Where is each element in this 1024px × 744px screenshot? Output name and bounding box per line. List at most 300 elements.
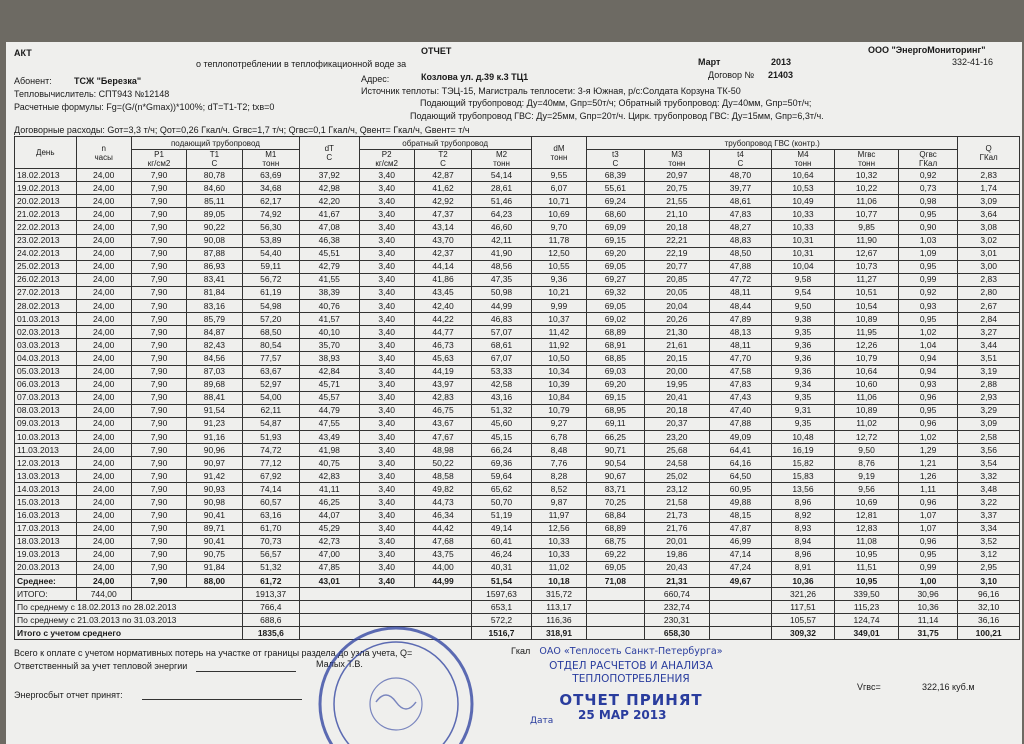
table-cell: 653,1 bbox=[472, 601, 531, 614]
table-cell: 10,69 bbox=[835, 496, 899, 509]
table-row bbox=[15, 365, 1020, 378]
table-cell: 05.03.2013 bbox=[15, 365, 77, 378]
table-cell: 69,05 bbox=[587, 260, 644, 273]
table-cell: 8,96 bbox=[771, 548, 835, 561]
table-cell: 10,49 bbox=[771, 195, 835, 208]
table-cell: 1,00 bbox=[898, 575, 957, 588]
table-cell bbox=[710, 614, 772, 627]
round-seal-stamp bbox=[316, 624, 476, 744]
table-cell: 91,23 bbox=[187, 417, 242, 430]
table-cell: 51,32 bbox=[242, 561, 299, 574]
table-cell: 20,97 bbox=[644, 169, 710, 182]
table-cell: 84,87 bbox=[187, 326, 242, 339]
table-cell: 318,91 bbox=[531, 627, 586, 640]
table-cell: 46,83 bbox=[472, 313, 531, 326]
table-cell: 41,57 bbox=[300, 313, 359, 326]
table-cell: 21,30 bbox=[644, 326, 710, 339]
table-cell: 68,91 bbox=[587, 339, 644, 352]
table-cell: 9,70 bbox=[531, 221, 586, 234]
table-cell: 10,77 bbox=[835, 208, 899, 221]
table-cell: 24,00 bbox=[76, 548, 131, 561]
table-cell: 0,99 bbox=[898, 273, 957, 286]
table-cell: 48,61 bbox=[710, 195, 772, 208]
table-cell: 10,71 bbox=[531, 195, 586, 208]
table-cell: 49,88 bbox=[710, 496, 772, 509]
table-cell: 80,54 bbox=[242, 339, 299, 352]
address-value: Козлова ул. д.39 к.3 ТЦ1 bbox=[421, 72, 529, 82]
table-cell: 3,40 bbox=[359, 404, 414, 417]
table-cell: 42,11 bbox=[472, 234, 531, 247]
table-cell: 43,97 bbox=[414, 378, 471, 391]
table-cell: 9,85 bbox=[835, 221, 899, 234]
table-row bbox=[15, 444, 1020, 457]
table-cell: 63,69 bbox=[242, 169, 299, 182]
table-cell: 50,22 bbox=[414, 457, 471, 470]
table-cell: 31,75 bbox=[898, 627, 957, 640]
vgvs-label: Vгвс= bbox=[857, 682, 881, 692]
table-cell: 69,15 bbox=[587, 234, 644, 247]
row-label: ИТОГО: bbox=[15, 588, 77, 601]
table-cell: 10,21 bbox=[531, 286, 586, 299]
table-cell: 1835,6 bbox=[242, 627, 299, 640]
table-cell: 19,95 bbox=[644, 378, 710, 391]
table-cell: 9,36 bbox=[771, 352, 835, 365]
table-cell: 10,69 bbox=[531, 208, 586, 221]
table-cell: 49,09 bbox=[710, 430, 772, 443]
table-cell: 7,90 bbox=[131, 522, 186, 535]
table-cell: 10,36 bbox=[771, 575, 835, 588]
table-cell: 46,73 bbox=[414, 339, 471, 352]
table-cell: 9,50 bbox=[771, 300, 835, 313]
table-cell: 10,39 bbox=[531, 378, 586, 391]
table-cell: 42,98 bbox=[300, 182, 359, 195]
table-cell: 87,88 bbox=[187, 247, 242, 260]
table-cell: 20.03.2013 bbox=[15, 561, 77, 574]
table-cell: 7,90 bbox=[131, 260, 186, 273]
table-cell: 48,58 bbox=[414, 470, 471, 483]
table-cell: 2,88 bbox=[958, 378, 1020, 391]
table-cell: 8,28 bbox=[531, 470, 586, 483]
table-cell: 41,11 bbox=[300, 483, 359, 496]
table-cell: 10,79 bbox=[835, 352, 899, 365]
report-subtitle: о теплопотреблении в теплофикационной воде за bbox=[196, 59, 407, 69]
table-cell: 18.02.2013 bbox=[15, 169, 77, 182]
table-cell: 10,31 bbox=[771, 234, 835, 247]
table-cell: 3,09 bbox=[958, 195, 1020, 208]
heat-consumption-table bbox=[14, 136, 1020, 640]
table-cell: 10,33 bbox=[531, 548, 586, 561]
table-cell: 24,00 bbox=[76, 195, 131, 208]
table-cell: 25,02 bbox=[644, 470, 710, 483]
table-cell: 20,85 bbox=[644, 273, 710, 286]
table-cell: 0,95 bbox=[898, 260, 957, 273]
table-cell: 7,90 bbox=[131, 483, 186, 496]
table-cell: 47,08 bbox=[300, 221, 359, 234]
table-cell: 69,24 bbox=[587, 195, 644, 208]
table-cell: 12,72 bbox=[835, 430, 899, 443]
table-cell: 69,11 bbox=[587, 417, 644, 430]
table-cell: 1,07 bbox=[898, 522, 957, 535]
table-cell: 3,40 bbox=[359, 430, 414, 443]
table-cell: 572,2 bbox=[472, 614, 531, 627]
col-p2: P2 кг/см2 bbox=[359, 150, 414, 169]
table-cell: 3,40 bbox=[359, 391, 414, 404]
table-cell: 22.02.2013 bbox=[15, 221, 77, 234]
table-cell: 15,83 bbox=[771, 470, 835, 483]
table-cell: 69,36 bbox=[472, 457, 531, 470]
table-cell: 24,00 bbox=[76, 260, 131, 273]
table-cell: 10,36 bbox=[898, 601, 957, 614]
table-cell: 85,11 bbox=[187, 195, 242, 208]
table-row bbox=[15, 404, 1020, 417]
table-cell: 10,55 bbox=[531, 260, 586, 273]
table-cell: 116,36 bbox=[531, 614, 586, 627]
responsible-name: Малых Т.В. bbox=[316, 659, 363, 669]
table-cell: 42,83 bbox=[414, 391, 471, 404]
table-cell: 43,01 bbox=[300, 575, 359, 588]
stamp-date-label: Дата bbox=[530, 716, 554, 726]
table-cell: 0,73 bbox=[898, 182, 957, 195]
table-cell: 3,40 bbox=[359, 496, 414, 509]
table-cell: 24,00 bbox=[76, 300, 131, 313]
report-title: ОТЧЕТ bbox=[421, 46, 452, 56]
table-cell: 0,96 bbox=[898, 391, 957, 404]
table-cell: 9,31 bbox=[771, 404, 835, 417]
table-cell: 24,00 bbox=[76, 352, 131, 365]
itogo-row bbox=[15, 588, 1020, 601]
table-cell: 61,72 bbox=[242, 575, 299, 588]
table-cell: 62,17 bbox=[242, 195, 299, 208]
table-cell: 48,50 bbox=[710, 247, 772, 260]
table-cell: 30,96 bbox=[898, 588, 957, 601]
table-cell: 3,01 bbox=[958, 247, 1020, 260]
table-cell: 51,54 bbox=[472, 575, 531, 588]
table-cell: 57,20 bbox=[242, 313, 299, 326]
table-cell: 74,92 bbox=[242, 208, 299, 221]
table-cell: 47,00 bbox=[300, 548, 359, 561]
table-cell: 44,79 bbox=[300, 404, 359, 417]
table-cell: 32,10 bbox=[958, 601, 1020, 614]
table-cell: 10,79 bbox=[531, 404, 586, 417]
table-cell bbox=[587, 614, 644, 627]
table-cell: 13.03.2013 bbox=[15, 470, 77, 483]
table-cell: 24,00 bbox=[76, 509, 131, 522]
vgvs-value: 322,16 куб.м bbox=[922, 682, 975, 692]
table-row bbox=[15, 234, 1020, 247]
table-cell bbox=[710, 627, 772, 640]
table-cell: 20,04 bbox=[644, 300, 710, 313]
col-dm: dM тонн bbox=[531, 137, 586, 169]
table-cell: 83,71 bbox=[587, 483, 644, 496]
table-cell: 54,40 bbox=[242, 247, 299, 260]
table-cell: 47,67 bbox=[414, 430, 471, 443]
table-cell: 3,40 bbox=[359, 548, 414, 561]
table-row bbox=[15, 535, 1020, 548]
table-cell: 44,99 bbox=[414, 575, 471, 588]
report-year: 2013 bbox=[771, 57, 792, 67]
table-cell: 47,58 bbox=[710, 365, 772, 378]
table-cell: 52,97 bbox=[242, 378, 299, 391]
table-cell: 62,11 bbox=[242, 404, 299, 417]
table-cell: 42,73 bbox=[300, 535, 359, 548]
table-cell: 47,83 bbox=[710, 378, 772, 391]
table-cell: 21,10 bbox=[644, 208, 710, 221]
table-cell: 83,16 bbox=[187, 300, 242, 313]
table-cell: 11,92 bbox=[531, 339, 586, 352]
table-cell: 3,40 bbox=[359, 260, 414, 273]
table-cell: 23,20 bbox=[644, 430, 710, 443]
table-cell: 69,32 bbox=[587, 286, 644, 299]
table-cell: 41,67 bbox=[300, 208, 359, 221]
table-cell: 7,90 bbox=[131, 300, 186, 313]
calc-formula: Расчетные формулы: Fg=(G/(n*Gmax))*100%; dT=T1-T2; txв=0 bbox=[14, 102, 275, 112]
table-row bbox=[15, 195, 1020, 208]
table-cell: 10,73 bbox=[835, 260, 899, 273]
table-cell: 3,29 bbox=[958, 404, 1020, 417]
table-cell: 10,37 bbox=[531, 313, 586, 326]
group-supply-pipe: подающий трубопровод bbox=[131, 137, 299, 150]
table-cell: 56,30 bbox=[242, 221, 299, 234]
table-cell: 6,78 bbox=[531, 430, 586, 443]
table-cell: 68,85 bbox=[587, 352, 644, 365]
table-cell: 10,84 bbox=[531, 391, 586, 404]
table-cell: 42,40 bbox=[414, 300, 471, 313]
table-cell: 7,90 bbox=[131, 313, 186, 326]
table-cell: 43,16 bbox=[472, 391, 531, 404]
table-cell: 24,00 bbox=[76, 234, 131, 247]
table-cell: 53,89 bbox=[242, 234, 299, 247]
table-row bbox=[15, 457, 1020, 470]
table-cell: 10,50 bbox=[531, 352, 586, 365]
table-cell: 47,68 bbox=[414, 535, 471, 548]
stamp-dept-line1: ОТДЕЛ РАСЧЕТОВ И АНАЛИЗА bbox=[549, 660, 713, 672]
table-cell: 45,29 bbox=[300, 522, 359, 535]
table-cell: 70,25 bbox=[587, 496, 644, 509]
table-row bbox=[15, 522, 1020, 535]
table-cell: 3,34 bbox=[958, 522, 1020, 535]
table-cell: 3,00 bbox=[958, 260, 1020, 273]
table-cell: 124,74 bbox=[835, 614, 899, 627]
table-cell: 660,74 bbox=[644, 588, 710, 601]
table-cell: 3,40 bbox=[359, 444, 414, 457]
pipe-gvs-info: Подающий трубопровод ГВС: Ду=25мм, Gпр=20т/ч. Цирк. трубопровод ГВС: Ду=15мм, Gпр=6,3т/ч. bbox=[410, 111, 824, 121]
table-row bbox=[15, 483, 1020, 496]
table-cell: 8,94 bbox=[771, 535, 835, 548]
table-cell: 12,56 bbox=[531, 522, 586, 535]
average-row bbox=[15, 575, 1020, 588]
table-cell: 9,55 bbox=[531, 169, 586, 182]
table-cell: 61,19 bbox=[242, 286, 299, 299]
stamp-accepted: ОТЧЕТ ПРИНЯТ bbox=[559, 691, 703, 709]
table-cell: 25,68 bbox=[644, 444, 710, 457]
table-cell: 25.02.2013 bbox=[15, 260, 77, 273]
table-cell: 90,08 bbox=[187, 234, 242, 247]
table-cell: 68,89 bbox=[587, 326, 644, 339]
table-cell: 3,40 bbox=[359, 522, 414, 535]
payment-unit: Гкал bbox=[511, 646, 531, 656]
contract-rates: Договорные расходы: Gот=3,3 т/ч; Qот=0,26 Гкал/ч. Gгвс=1,7 т/ч; Qгвс=0,1 Гкал/ч, Qвент= Гкал/ч, Gвент= т/ч bbox=[14, 125, 470, 135]
table-cell: 230,31 bbox=[644, 614, 710, 627]
table-cell: 7,90 bbox=[131, 273, 186, 286]
table-cell: 10,89 bbox=[835, 313, 899, 326]
table-cell: 24,00 bbox=[76, 430, 131, 443]
table-cell: 69,20 bbox=[587, 378, 644, 391]
table-cell: 42,83 bbox=[300, 470, 359, 483]
table-cell: 21,55 bbox=[644, 195, 710, 208]
table-cell: 3,40 bbox=[359, 234, 414, 247]
table-cell: 38,39 bbox=[300, 286, 359, 299]
row-label: Итого с учетом среднего bbox=[15, 627, 243, 640]
table-cell: 11,90 bbox=[835, 234, 899, 247]
table-cell: 3,02 bbox=[958, 234, 1020, 247]
table-cell: 47,85 bbox=[300, 561, 359, 574]
table-cell: 3,12 bbox=[958, 548, 1020, 561]
table-cell: 24,58 bbox=[644, 457, 710, 470]
table-cell: 9,19 bbox=[835, 470, 899, 483]
table-cell: 232,74 bbox=[644, 601, 710, 614]
table-cell: 42,58 bbox=[472, 378, 531, 391]
table-cell: 10,33 bbox=[771, 208, 835, 221]
table-cell: 20,26 bbox=[644, 313, 710, 326]
table-cell: 51,19 bbox=[472, 509, 531, 522]
table-cell: 3,40 bbox=[359, 483, 414, 496]
table-cell: 44,07 bbox=[300, 509, 359, 522]
table-cell: 47,88 bbox=[710, 417, 772, 430]
table-cell: 24,00 bbox=[76, 404, 131, 417]
table-cell: 115,23 bbox=[835, 601, 899, 614]
table-cell: 68,50 bbox=[242, 326, 299, 339]
table-cell: 54,87 bbox=[242, 417, 299, 430]
table-cell: 9,56 bbox=[835, 483, 899, 496]
table-cell: 90,93 bbox=[187, 483, 242, 496]
table-cell: 20,77 bbox=[644, 260, 710, 273]
table-cell: 90,97 bbox=[187, 457, 242, 470]
table-cell: 48,11 bbox=[710, 286, 772, 299]
table-cell: 11,06 bbox=[835, 195, 899, 208]
table-cell: 0,95 bbox=[898, 404, 957, 417]
table-cell: 3,40 bbox=[359, 417, 414, 430]
table-cell: 46,38 bbox=[300, 234, 359, 247]
table-cell: 41,55 bbox=[300, 273, 359, 286]
table-cell: 658,30 bbox=[644, 627, 710, 640]
table-cell: 47,88 bbox=[710, 260, 772, 273]
table-cell: 42,37 bbox=[414, 247, 471, 260]
report-month: Март bbox=[698, 57, 721, 67]
table-cell: 27.02.2013 bbox=[15, 286, 77, 299]
table-cell bbox=[587, 627, 644, 640]
table-cell: 3,40 bbox=[359, 339, 414, 352]
table-cell: 43,70 bbox=[414, 234, 471, 247]
table-cell: 10.03.2013 bbox=[15, 430, 77, 443]
table-cell: 61,70 bbox=[242, 522, 299, 535]
table-cell: 47,83 bbox=[710, 208, 772, 221]
table-cell: 3,48 bbox=[958, 483, 1020, 496]
table-cell: 0,99 bbox=[898, 561, 957, 574]
table-cell: 40,31 bbox=[472, 561, 531, 574]
table-cell: 3,40 bbox=[359, 378, 414, 391]
table-cell: 10,89 bbox=[835, 404, 899, 417]
table-cell: 7,90 bbox=[131, 234, 186, 247]
table-cell: 10,53 bbox=[771, 182, 835, 195]
table-cell: 22,19 bbox=[644, 247, 710, 260]
table-cell: 83,41 bbox=[187, 273, 242, 286]
table-cell: 3,40 bbox=[359, 286, 414, 299]
table-cell: 16,19 bbox=[771, 444, 835, 457]
table-cell: 3,27 bbox=[958, 326, 1020, 339]
col-dt: dT C bbox=[300, 137, 359, 169]
col-qgvs: Qгвс ГКал bbox=[898, 150, 957, 169]
table-cell: 3,40 bbox=[359, 300, 414, 313]
table-cell: 0,96 bbox=[898, 535, 957, 548]
table-cell: 3,40 bbox=[359, 365, 414, 378]
table-cell: 68,60 bbox=[587, 208, 644, 221]
table-cell: 49,14 bbox=[472, 522, 531, 535]
table-cell: 42,79 bbox=[300, 260, 359, 273]
table-cell: 19.03.2013 bbox=[15, 548, 77, 561]
table-cell: 36,16 bbox=[958, 614, 1020, 627]
table-cell: 46,24 bbox=[472, 548, 531, 561]
table-cell: 21,73 bbox=[644, 509, 710, 522]
table-cell: 09.03.2013 bbox=[15, 417, 77, 430]
table-row bbox=[15, 470, 1020, 483]
table-cell: 7,90 bbox=[131, 496, 186, 509]
col-p1: P1 кг/см2 bbox=[131, 150, 186, 169]
table-cell: 90,96 bbox=[187, 444, 242, 457]
table-cell: 48,98 bbox=[414, 444, 471, 457]
table-cell: 21,58 bbox=[644, 496, 710, 509]
table-cell: 47,35 bbox=[472, 273, 531, 286]
table-cell: 8,92 bbox=[771, 509, 835, 522]
table-cell: 41,86 bbox=[414, 273, 471, 286]
table-cell: 0,90 bbox=[898, 221, 957, 234]
table-cell: 63,67 bbox=[242, 365, 299, 378]
table-row bbox=[15, 221, 1020, 234]
table-cell: 51,32 bbox=[472, 404, 531, 417]
table-cell: 04.03.2013 bbox=[15, 352, 77, 365]
table-cell: 47,89 bbox=[710, 313, 772, 326]
table-cell: 46,34 bbox=[414, 509, 471, 522]
table-cell: 44,19 bbox=[414, 365, 471, 378]
table-cell: 18.03.2013 bbox=[15, 535, 77, 548]
table-cell: 105,57 bbox=[771, 614, 835, 627]
table-cell: 12,26 bbox=[835, 339, 899, 352]
table-cell: 10,32 bbox=[835, 169, 899, 182]
table-cell: 0,95 bbox=[898, 548, 957, 561]
table-cell: 28,61 bbox=[472, 182, 531, 195]
table-cell: 69,03 bbox=[587, 365, 644, 378]
table-cell: 24,00 bbox=[76, 522, 131, 535]
table-cell: 51,93 bbox=[242, 430, 299, 443]
table-cell: 24,00 bbox=[76, 313, 131, 326]
table-cell: 48,27 bbox=[710, 221, 772, 234]
table-cell: 90,67 bbox=[587, 470, 644, 483]
table-row bbox=[15, 548, 1020, 561]
table-cell: 90,98 bbox=[187, 496, 242, 509]
table-cell: 26.02.2013 bbox=[15, 273, 77, 286]
col-m4: M4 тонн bbox=[771, 150, 835, 169]
table-cell: 9,35 bbox=[771, 391, 835, 404]
table-cell bbox=[710, 601, 772, 614]
table-cell: 7,90 bbox=[131, 457, 186, 470]
table-cell: 69,09 bbox=[587, 221, 644, 234]
table-cell: 84,60 bbox=[187, 182, 242, 195]
table-cell: 69,05 bbox=[587, 300, 644, 313]
table-cell: 54,98 bbox=[242, 300, 299, 313]
row-label: По среднему с 21.03.2013 по 31.03.2013 bbox=[15, 614, 243, 627]
table-cell: 1,02 bbox=[898, 326, 957, 339]
table-cell: 10,04 bbox=[771, 260, 835, 273]
table-cell: 3,40 bbox=[359, 457, 414, 470]
